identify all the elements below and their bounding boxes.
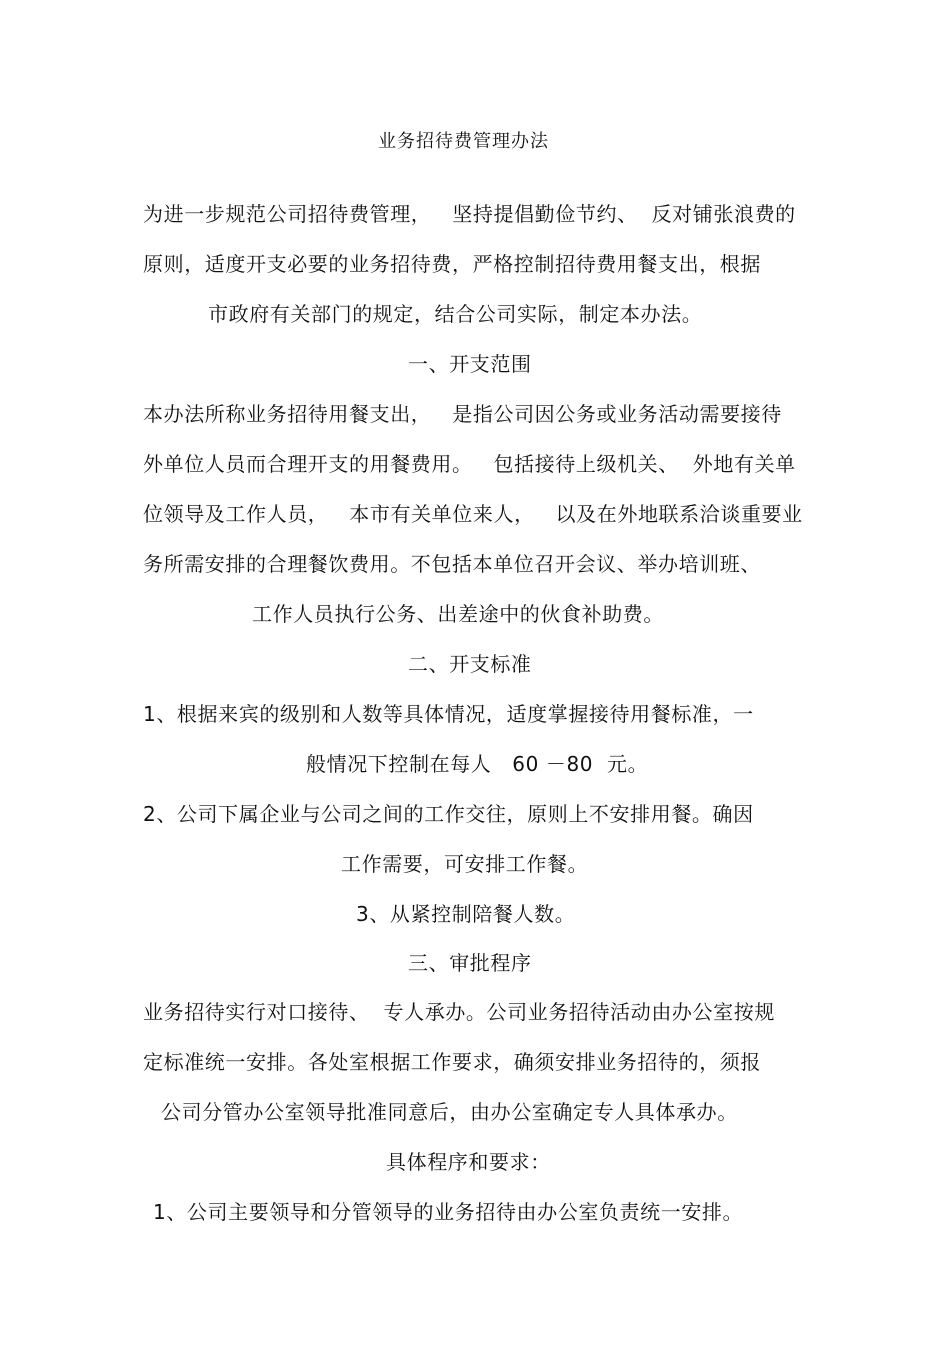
section-2-item-3: 3、从紧控制陪餐人数。 bbox=[356, 902, 576, 926]
section-3-line-2: 定标准统一安排。各处室根据工作要求，确须安排业务招待的，须报 bbox=[143, 1050, 761, 1074]
section-3-item-1: 1、公司主要领导和分管领导的业务招待由办公室负责统一安排。 bbox=[153, 1200, 744, 1224]
section-1-line-4: 务所需安排的合理餐饮费用。不包括本单位召开会议、举办培训班、 bbox=[143, 552, 761, 576]
intro-line-1: 为进一步规范公司招待费管理， 坚持提倡勤俭节约、 反对铺张浪费的 bbox=[143, 202, 796, 226]
section-2-item-1-line-2: 般情况下控制在每人 60 －80 元。 bbox=[306, 752, 649, 776]
section-1-line-3: 位领导及工作人员， 本市有关单位来人， 以及在外地联系洽谈重要业 bbox=[143, 502, 803, 526]
section-3-subheading: 具体程序和要求： bbox=[386, 1150, 551, 1174]
section-1-line-1: 本办法所称业务招待用餐支出， 是指公司因公务或业务活动需要接待 bbox=[143, 402, 782, 426]
document-title: 业务招待费管理办法 bbox=[378, 131, 549, 152]
section-3-line-3: 公司分管办公室领导批准同意后，由办公室确定专人具体承办。 bbox=[161, 1100, 738, 1124]
section-2-heading: 二、开支标准 bbox=[408, 652, 532, 676]
intro-line-2: 原则，适度开支必要的业务招待费，严格控制招待费用餐支出，根据 bbox=[143, 252, 761, 276]
section-3-line-1: 业务招待实行对口接待、 专人承办。公司业务招待活动由办公室按规 bbox=[143, 1000, 775, 1024]
section-2-item-1-line-1: 1、根据来宾的级别和人数等具体情况，适度掌握接待用餐标准，一 bbox=[143, 702, 754, 726]
section-1-line-2: 外单位人员而合理开支的用餐费用。 包括接待上级机关、 外地有关单 bbox=[143, 452, 796, 476]
section-1-heading: 一、开支范围 bbox=[408, 352, 532, 376]
section-2-item-2-line-2: 工作需要，可安排工作餐。 bbox=[341, 852, 589, 876]
intro-line-3: 市政府有关部门的规定，结合公司实际，制定本办法。 bbox=[208, 302, 703, 326]
section-3-heading: 三、审批程序 bbox=[408, 951, 532, 975]
section-1-line-5: 工作人员执行公务、出差途中的伙食补助费。 bbox=[252, 602, 664, 626]
section-2-item-2-line-1: 2、公司下属企业与公司之间的工作交往，原则上不安排用餐。确因 bbox=[143, 802, 754, 826]
